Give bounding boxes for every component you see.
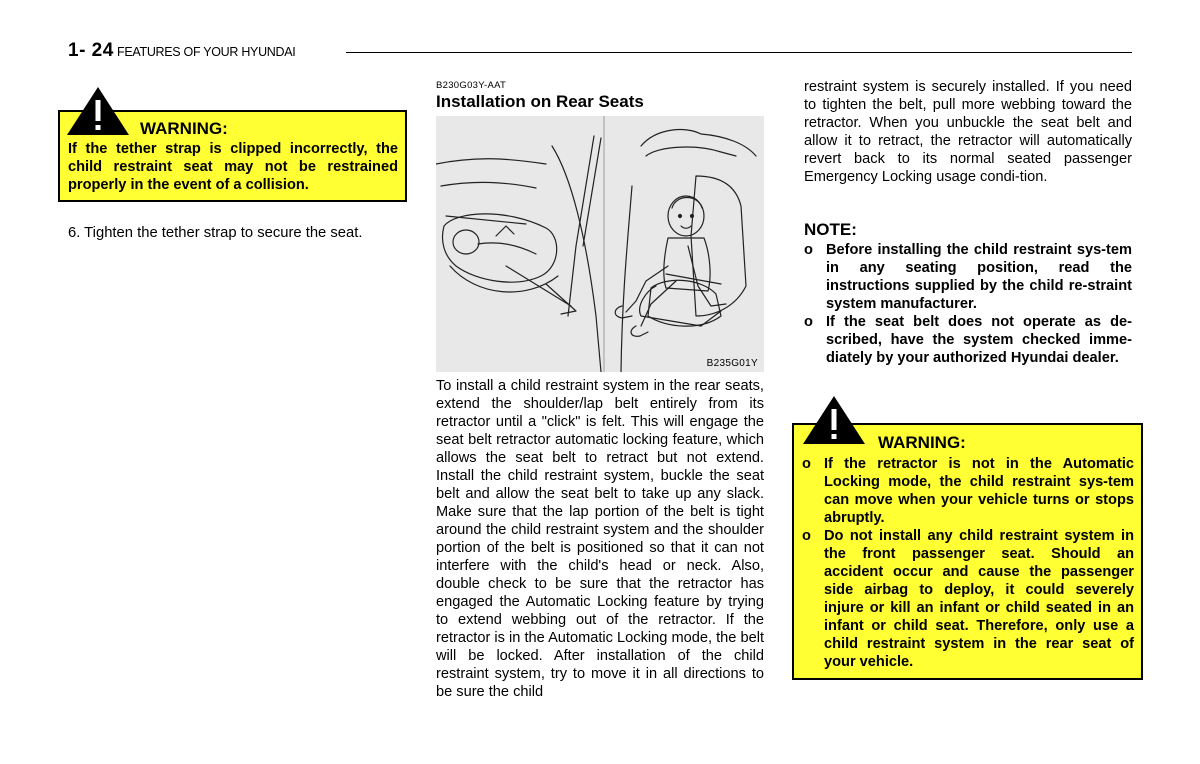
warning-box-retractor [792, 423, 1143, 680]
note-item [804, 313, 1132, 367]
page-number: 1- 24 [68, 40, 114, 61]
warning-item-text: If the retractor is not in the Automatic Locking mode, the child restraint sys-tem can move when your vehicle turns or stops abruptly. [824, 456, 1134, 526]
header-rule [346, 52, 1132, 53]
note-list [804, 241, 1132, 367]
note-heading: NOTE: [804, 220, 857, 239]
warning-text: If the tether strap is clipped incorrectly, the child restraint seat may not be restrained properly in the event of a collision. [68, 141, 398, 193]
warning-item [802, 527, 1134, 671]
warning-label: WARNING: [878, 433, 966, 452]
page-header [68, 40, 1132, 64]
section-code: B230G03Y-AAT [436, 80, 507, 91]
bullet: o [804, 314, 813, 330]
warning-item-text: Do not install any child restraint system in the front passenger seat. Should an accident occur and cause the passenger side airbag to deploy, it could severely injure or kill an infant or child seated in an infant or child seat. Therefore, only use a child restraint system in the rear seat of your vehicle. [824, 528, 1134, 670]
section-heading: Installation on Rear Seats [436, 92, 644, 111]
warning-triangle-icon [802, 395, 866, 445]
bullet: o [804, 242, 813, 258]
warning-label: WARNING: [140, 119, 228, 138]
warning-box-tether [58, 110, 407, 202]
note-item-text: If the seat belt does not operate as de-scribed, have the system checked imme-diately by your authorized Hyundai dealer. [826, 314, 1132, 366]
warning-triangle-icon [66, 86, 130, 136]
installation-body-text: To install a child restraint system in the rear seats, extend the shoulder/lap belt entirely from its retractor until a "click" is felt. This will engage the seat belt retractor automatic locking feature, which allows the seat belt to retract but not extend. Install the child restraint system, buckle the seat belt and allow the seat belt to take up any slack. Make sure that the lap portion of the belt is tight around the child restraint system and the shoulder portion of the belt is positioned so that it can not interfere with the child's head or neck. Also, double check to be sure that the retractor has engaged the Automatic Locking feature by trying to extend webbing out of the retractor. If the retractor is in the Automatic Locking mode, the belt will be locked. After installation of the child restraint system, try to move it in all directions to be sure the child [436, 378, 764, 700]
child-seat-illustration [436, 116, 764, 372]
note-item [804, 241, 1132, 313]
bullet: o [802, 456, 811, 472]
warning-item [802, 455, 1134, 527]
step-6-text: 6. Tighten the tether strap to secure the seat. [68, 225, 363, 241]
warning-list [802, 455, 1134, 671]
figure-child-seat-illustration [436, 116, 764, 372]
figure-code: B235G01Y [706, 358, 758, 369]
bullet: o [802, 528, 811, 544]
section-title: FEATURES OF YOUR HYUNDAI [117, 45, 296, 59]
installation-body-text-continued: restraint system is securely installed. If you need to tighten the belt, pull more webbing toward the retractor. When you unbuckle the seat belt and allow it to retract, the retractor will automatically revert back to its normal seated passenger Emergency Locking usage condi-tion. [804, 79, 1132, 185]
note-item-text: Before installing the child restraint sys-tem in any seating position, read the instructions supplied by the child re-straint system manufacturer. [826, 242, 1132, 312]
